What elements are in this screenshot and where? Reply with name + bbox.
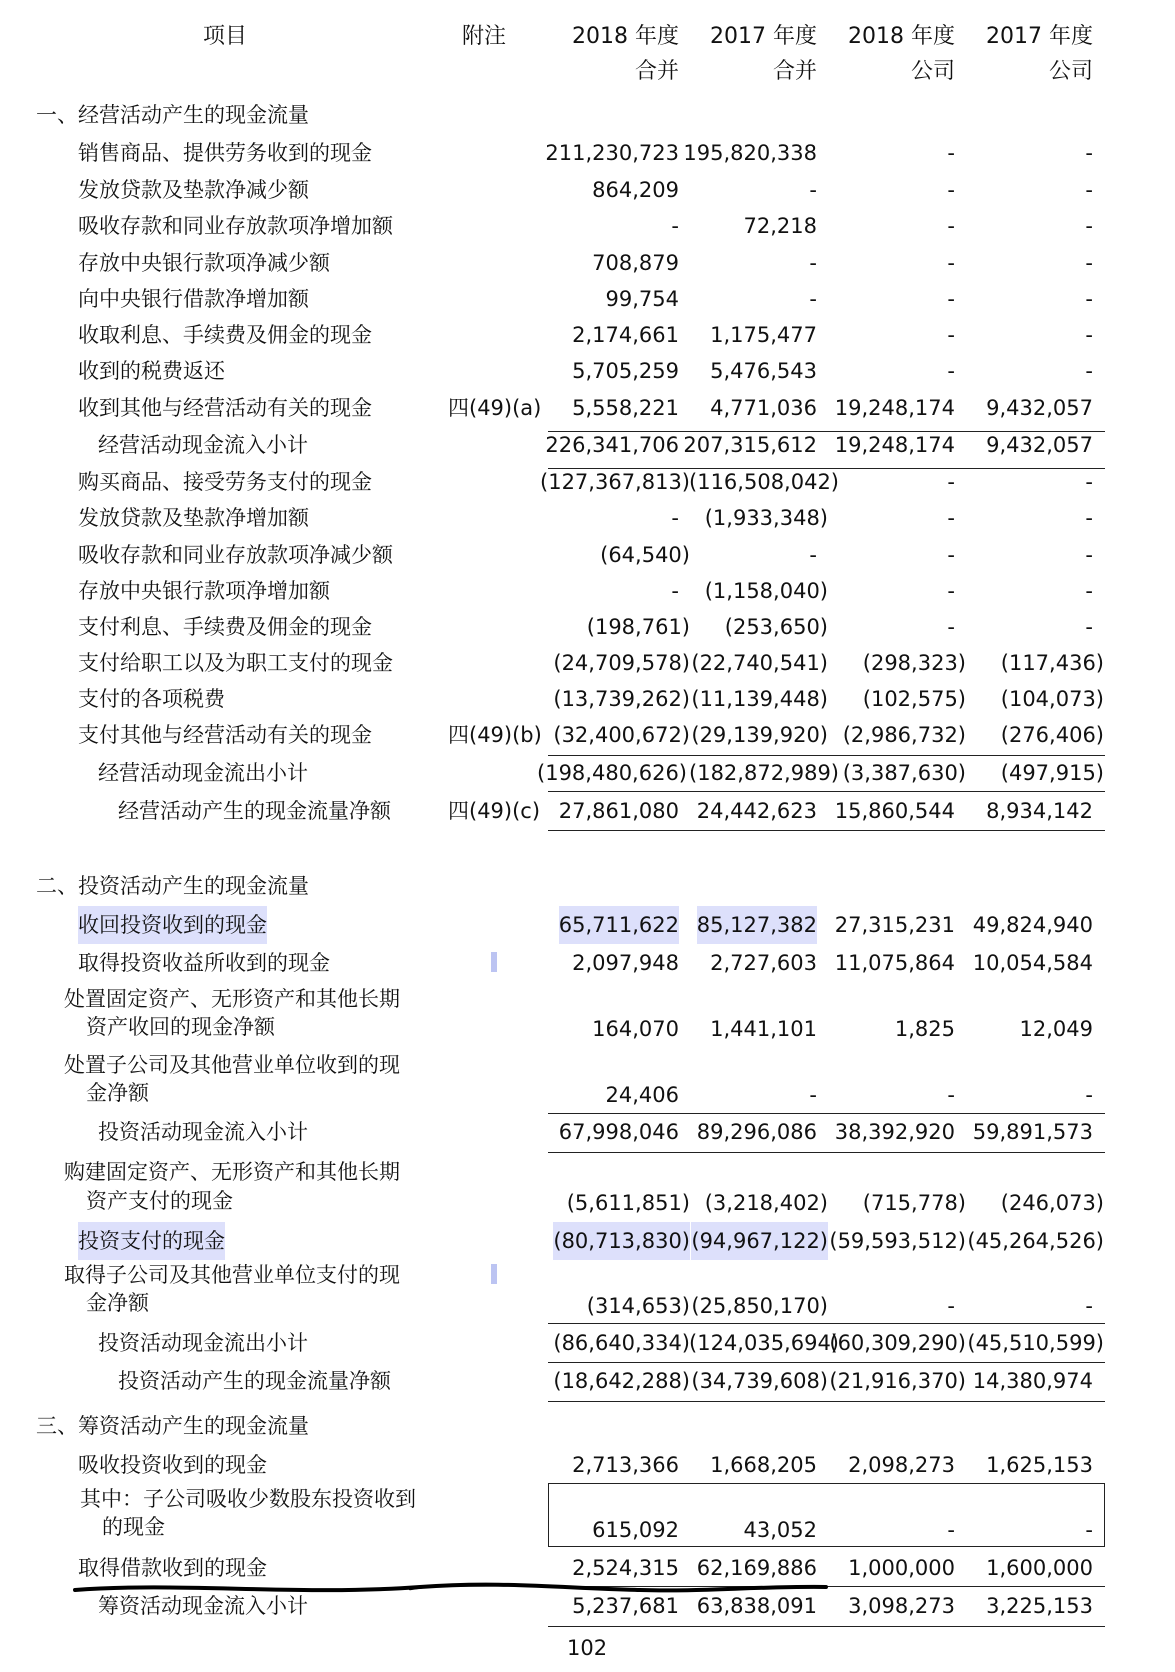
- row-label: 经营活动现金流出小计: [98, 761, 308, 785]
- value-2017-company: (45,264,526): [967, 1229, 1104, 1253]
- value-2018-company: (21,916,370): [829, 1369, 966, 1393]
- value-2017-consolidated: 72,218: [743, 214, 817, 238]
- value-2017-consolidated: (22,740,541): [691, 651, 828, 675]
- value-2018-company: 19,248,174: [834, 433, 955, 457]
- row-label: 三、筹资活动产生的现金流量: [36, 1414, 309, 1438]
- value-2018-consolidated: 65,711,622: [559, 906, 679, 944]
- value-2017-company: -: [1085, 323, 1093, 347]
- value-2017-company: (246,073): [1000, 1191, 1104, 1215]
- value-2018-consolidated: (24,709,578): [553, 651, 690, 675]
- value-2017-consolidated: (182,872,989): [689, 761, 839, 785]
- value-2017-company: -: [1085, 141, 1093, 165]
- row-label: 购建固定资产、无形资产和其他长期: [64, 1160, 400, 1184]
- row-label: 二、投资活动产生的现金流量: [36, 874, 309, 898]
- value-2017-consolidated: -: [809, 543, 817, 567]
- value-2017-consolidated: 195,820,338: [683, 141, 817, 165]
- value-2017-consolidated: (124,035,694): [689, 1331, 839, 1355]
- value-2017-consolidated: -: [809, 1083, 817, 1107]
- value-2017-company: -: [1085, 178, 1093, 202]
- value-2017-consolidated: (29,139,920): [691, 723, 828, 747]
- value-2017-consolidated: -: [809, 178, 817, 202]
- value-2018-consolidated: 2,097,948: [572, 951, 679, 975]
- value-2018-consolidated: (127,367,813): [540, 470, 690, 494]
- row-label: 投资支付的现金: [78, 1222, 225, 1260]
- row-label: 投资活动现金流出小计: [98, 1331, 308, 1355]
- value-2018-company: -: [947, 1083, 955, 1107]
- value-2018-company: 1,825: [894, 1017, 955, 1041]
- value-2017-consolidated: 1,175,477: [710, 323, 817, 347]
- row-label: 一、经营活动产生的现金流量: [36, 103, 309, 127]
- value-2018-company: -: [947, 323, 955, 347]
- value-2018-company: (3,387,630): [842, 761, 966, 785]
- row-label: 处置固定资产、无形资产和其他长期: [64, 987, 400, 1011]
- value-2017-consolidated: 1,668,205: [710, 1453, 817, 1477]
- value-2018-consolidated: (86,640,334): [553, 1331, 690, 1355]
- value-2017-company: 14,380,974: [972, 1369, 1093, 1393]
- value-2017-consolidated: (253,650): [724, 615, 828, 639]
- value-2017-company: -: [1085, 214, 1093, 238]
- row-label: 销售商品、提供劳务收到的现金: [78, 141, 372, 165]
- row-label: 支付其他与经营活动有关的现金: [78, 723, 372, 747]
- row-label: 支付利息、手续费及佣金的现金: [78, 615, 372, 639]
- value-2018-company: 19,248,174: [834, 396, 955, 420]
- value-2017-consolidated: -: [809, 287, 817, 311]
- header-year-3: 2018 年度: [848, 24, 955, 49]
- value-2018-company: (2,986,732): [842, 723, 966, 747]
- value-2018-company: (102,575): [862, 687, 966, 711]
- value-2017-consolidated: (94,967,122): [691, 1222, 828, 1260]
- row-label: 支付的各项税费: [78, 687, 225, 711]
- value-2017-company: -: [1085, 359, 1093, 383]
- header-scope-4: 公司: [1048, 59, 1093, 84]
- row-label: 金净额: [86, 1081, 149, 1105]
- value-2017-company: -: [1085, 1294, 1093, 1318]
- value-2017-consolidated: (3,218,402): [704, 1191, 828, 1215]
- header-year-4: 2017 年度: [986, 24, 1093, 49]
- row-label: 取得子公司及其他营业单位支付的现: [64, 1263, 400, 1287]
- value-2018-company: -: [947, 1518, 955, 1542]
- row-label: 吸收存款和同业存放款项净减少额: [78, 543, 393, 567]
- row-label: 其中：子公司吸收少数股东投资收到: [80, 1487, 416, 1511]
- value-2017-consolidated: 62,169,886: [696, 1556, 817, 1580]
- row-label: 吸收投资收到的现金: [78, 1453, 267, 1477]
- value-2017-company: -: [1085, 470, 1093, 494]
- value-2018-company: -: [947, 506, 955, 530]
- value-2017-consolidated: 89,296,086: [696, 1120, 817, 1144]
- value-2017-company: 3,225,153: [986, 1594, 1093, 1618]
- value-2017-company: 9,432,057: [986, 433, 1093, 457]
- value-2018-consolidated: 211,230,723: [545, 141, 679, 165]
- value-2018-company: 11,075,864: [834, 951, 955, 975]
- row-label: 收到的税费返还: [78, 359, 225, 383]
- value-2018-company: -: [947, 214, 955, 238]
- value-2018-consolidated: 164,070: [592, 1017, 679, 1041]
- value-2018-company: 38,392,920: [834, 1120, 955, 1144]
- row-label: 存放中央银行款项净减少额: [78, 251, 330, 275]
- value-2018-company: -: [947, 579, 955, 603]
- value-2018-consolidated: 2,713,366: [572, 1453, 679, 1477]
- value-2017-company: 1,600,000: [986, 1556, 1093, 1580]
- row-label: 资产支付的现金: [86, 1189, 233, 1213]
- value-2018-consolidated: (198,761): [586, 615, 690, 639]
- value-2018-company: (59,593,512): [829, 1229, 966, 1253]
- value-2017-company: (276,406): [1000, 723, 1104, 747]
- value-2018-company: (715,778): [862, 1191, 966, 1215]
- row-label: 筹资活动现金流入小计: [98, 1594, 308, 1618]
- row-label: 处置子公司及其他营业单位收到的现: [64, 1053, 400, 1077]
- value-2018-company: -: [947, 543, 955, 567]
- value-2018-consolidated: -: [671, 506, 679, 530]
- value-2017-company: -: [1085, 543, 1093, 567]
- row-note: 四(49)(c): [448, 799, 541, 823]
- row-label: 资产收回的现金净额: [86, 1015, 275, 1039]
- value-2018-consolidated: 67,998,046: [558, 1120, 679, 1144]
- value-2017-consolidated: (1,933,348): [704, 506, 828, 530]
- row-label: 经营活动产生的现金流量净额: [118, 799, 391, 823]
- value-2017-company: 12,049: [1019, 1017, 1093, 1041]
- value-2018-consolidated: (80,713,830): [553, 1222, 690, 1260]
- value-2017-consolidated: -: [809, 251, 817, 275]
- value-2018-consolidated: (5,611,851): [566, 1191, 690, 1215]
- value-2018-consolidated: (314,653): [586, 1294, 690, 1318]
- page-number: 102: [567, 1636, 608, 1660]
- value-2017-consolidated: 2,727,603: [710, 951, 817, 975]
- row-label: 收取利息、手续费及佣金的现金: [78, 323, 372, 347]
- row-label: 向中央银行借款净增加额: [78, 287, 309, 311]
- row-label: 存放中央银行款项净增加额: [78, 579, 330, 603]
- value-2017-company: 8,934,142: [986, 799, 1093, 823]
- value-2017-consolidated: (25,850,170): [691, 1294, 828, 1318]
- value-2017-company: -: [1085, 1518, 1093, 1542]
- value-2018-company: -: [947, 287, 955, 311]
- row-label: 收到其他与经营活动有关的现金: [78, 396, 372, 420]
- value-2018-company: -: [947, 141, 955, 165]
- value-2017-consolidated: 1,441,101: [710, 1017, 817, 1041]
- value-2017-consolidated: 24,442,623: [696, 799, 817, 823]
- value-2018-consolidated: -: [671, 579, 679, 603]
- row-label: 发放贷款及垫款净减少额: [78, 178, 309, 202]
- value-2018-consolidated: -: [671, 214, 679, 238]
- value-2017-consolidated: (34,739,608): [691, 1369, 828, 1393]
- header-year-2: 2017 年度: [710, 24, 817, 49]
- value-2018-consolidated: 708,879: [592, 251, 679, 275]
- value-2018-company: -: [947, 359, 955, 383]
- row-label: 金净额: [86, 1291, 149, 1315]
- row-label: 投资活动现金流入小计: [98, 1120, 308, 1144]
- row-label: 购买商品、接受劳务支付的现金: [78, 470, 372, 494]
- value-2018-consolidated: 27,861,080: [558, 799, 679, 823]
- value-2017-company: -: [1085, 251, 1093, 275]
- value-2017-company: -: [1085, 1083, 1093, 1107]
- value-2018-company: 2,098,273: [848, 1453, 955, 1477]
- value-2017-company: 9,432,057: [986, 396, 1093, 420]
- value-2018-consolidated: 5,558,221: [572, 396, 679, 420]
- row-label: 的现金: [102, 1515, 165, 1539]
- value-2018-company: (298,323): [862, 651, 966, 675]
- header-note: 附注: [462, 24, 507, 49]
- row-label: 取得投资收益所收到的现金: [78, 951, 330, 975]
- value-2018-company: -: [947, 251, 955, 275]
- row-label: 经营活动现金流入小计: [98, 433, 308, 457]
- value-2018-company: 3,098,273: [848, 1594, 955, 1618]
- value-2017-consolidated: 207,315,612: [683, 433, 817, 457]
- header-item: 项目: [203, 24, 248, 49]
- header-scope-3: 公司: [910, 59, 955, 84]
- row-note: 四(49)(b): [448, 723, 542, 747]
- value-2017-company: (117,436): [1000, 651, 1104, 675]
- row-label: 支付给职工以及为职工支付的现金: [78, 651, 393, 675]
- header-scope-2: 合并: [772, 59, 817, 84]
- row-note: 四(49)(a): [448, 396, 542, 420]
- row-label: 发放贷款及垫款净增加额: [78, 506, 309, 530]
- value-2018-consolidated: 5,237,681: [572, 1594, 679, 1618]
- value-2017-company: -: [1085, 506, 1093, 530]
- row-label: 取得借款收到的现金: [78, 1556, 267, 1580]
- value-2018-consolidated: (18,642,288): [553, 1369, 690, 1393]
- value-2017-consolidated: 4,771,036: [710, 396, 817, 420]
- value-2017-consolidated: (116,508,042): [689, 470, 839, 494]
- header-scope-1: 合并: [634, 59, 679, 84]
- value-2018-company: -: [947, 615, 955, 639]
- value-2018-consolidated: (13,739,262): [553, 687, 690, 711]
- value-2018-consolidated: 2,174,661: [572, 323, 679, 347]
- value-2018-company: 1,000,000: [848, 1556, 955, 1580]
- value-2017-company: -: [1085, 579, 1093, 603]
- row-label: 收回投资收到的现金: [78, 906, 267, 944]
- value-2018-company: 15,860,544: [834, 799, 955, 823]
- value-2018-consolidated: 5,705,259: [572, 359, 679, 383]
- row-label: 吸收存款和同业存放款项净增加额: [78, 214, 393, 238]
- value-2018-consolidated: 864,209: [592, 178, 679, 202]
- value-2018-consolidated: 226,341,706: [545, 433, 679, 457]
- value-2018-consolidated: 99,754: [605, 287, 679, 311]
- value-2017-consolidated: (11,139,448): [691, 687, 828, 711]
- value-2017-company: -: [1085, 615, 1093, 639]
- value-2018-company: (60,309,290): [829, 1331, 966, 1355]
- value-2018-consolidated: (64,540): [600, 543, 690, 567]
- value-2018-company: -: [947, 178, 955, 202]
- value-2018-consolidated: (198,480,626): [537, 761, 687, 785]
- value-2017-company: 59,891,573: [972, 1120, 1093, 1144]
- value-2018-company: -: [947, 470, 955, 494]
- value-2018-consolidated: 2,524,315: [572, 1556, 679, 1580]
- value-2017-company: (497,915): [1000, 761, 1104, 785]
- value-2017-company: (45,510,599): [967, 1331, 1104, 1355]
- value-2017-company: -: [1085, 287, 1093, 311]
- value-2018-consolidated: 24,406: [605, 1083, 679, 1107]
- value-2017-consolidated: 5,476,543: [710, 359, 817, 383]
- value-2017-consolidated: 43,052: [743, 1518, 817, 1542]
- value-2017-company: 10,054,584: [972, 951, 1093, 975]
- value-2017-company: 1,625,153: [986, 1453, 1093, 1477]
- value-2017-consolidated: 85,127,382: [697, 906, 817, 944]
- value-2017-company: 49,824,940: [972, 913, 1093, 937]
- value-2018-consolidated: (32,400,672): [553, 723, 690, 747]
- value-2018-company: -: [947, 1294, 955, 1318]
- value-2018-company: 27,315,231: [834, 913, 955, 937]
- value-2017-consolidated: 63,838,091: [696, 1594, 817, 1618]
- value-2017-consolidated: (1,158,040): [704, 579, 828, 603]
- value-2018-consolidated: 615,092: [592, 1518, 679, 1542]
- header-year-1: 2018 年度: [572, 24, 679, 49]
- row-label: 投资活动产生的现金流量净额: [118, 1369, 391, 1393]
- value-2017-company: (104,073): [1000, 687, 1104, 711]
